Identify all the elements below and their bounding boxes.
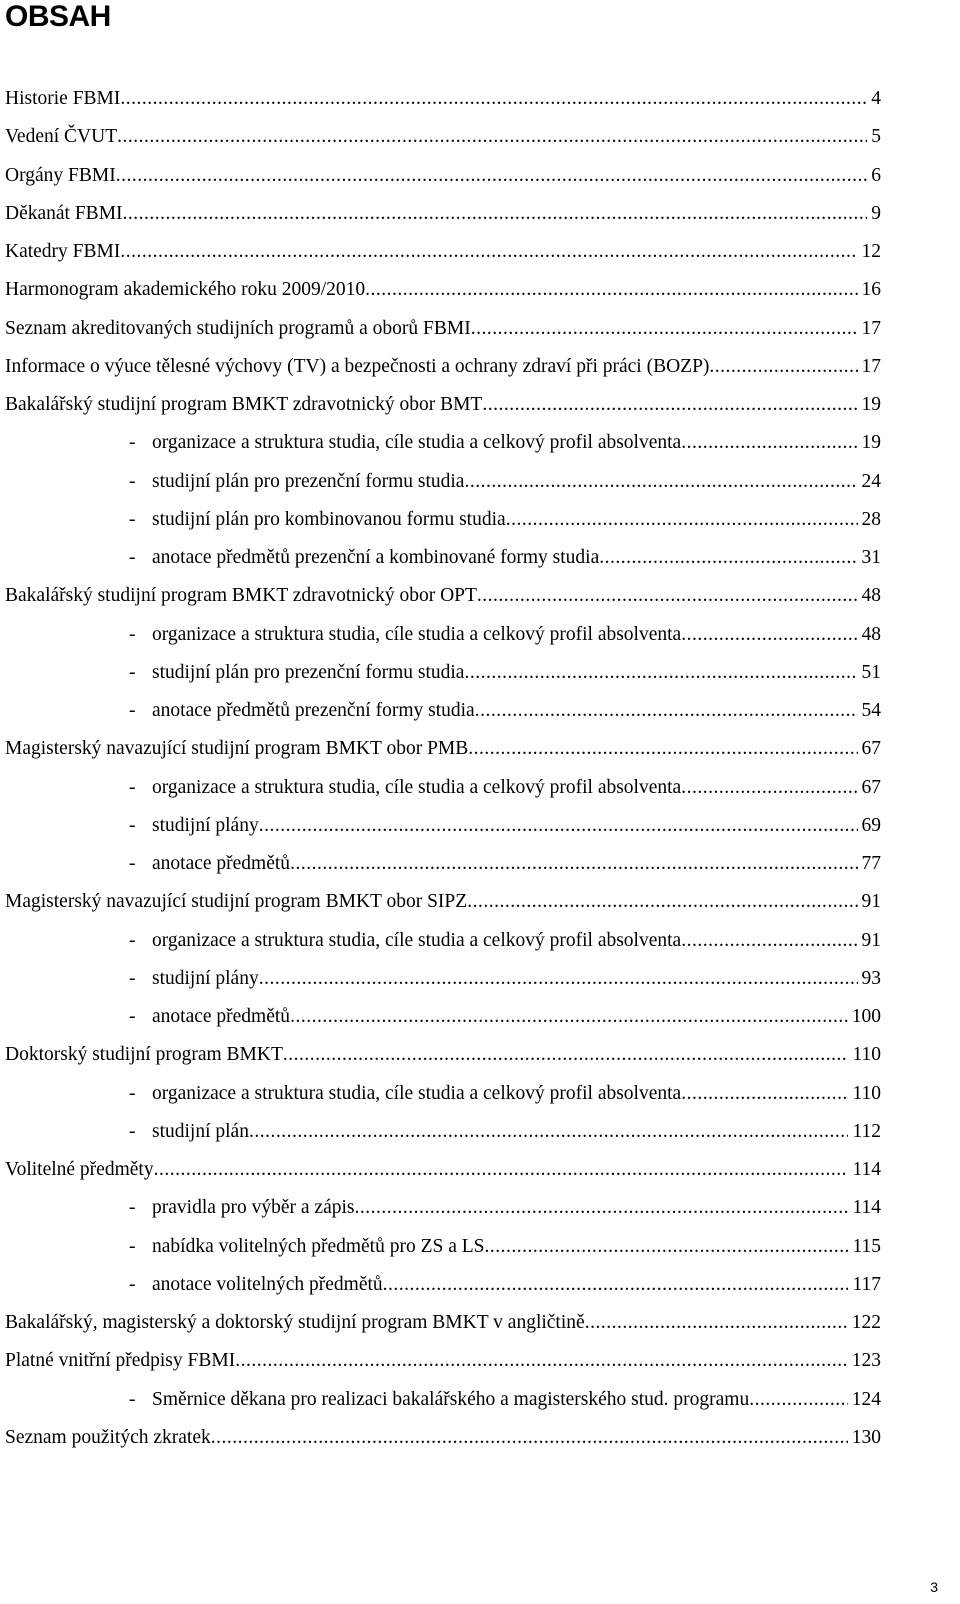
- toc-entry-page: 124: [851, 1388, 881, 1410]
- toc-entry-label: organizace a struktura studia, cíle studia a celkový profil absolventa: [152, 1082, 682, 1104]
- dot-leader: [485, 1228, 849, 1266]
- toc-entry-label: organizace a struktura studia, cíle studia a celkový profil absolventa: [152, 432, 682, 454]
- dot-leader: [120, 233, 857, 271]
- toc-entry-label: Doktorský studijní program BMKT: [5, 1044, 283, 1066]
- dot-leader: [467, 883, 857, 921]
- toc-subentry[interactable]: [5, 845, 881, 883]
- dot-leader: [681, 616, 857, 654]
- toc-entry-label: pravidla pro výběr a zápis: [152, 1197, 355, 1219]
- toc-entry-label: studijní plán pro kombinovanou formu studia: [152, 508, 506, 530]
- toc-entry-page: 31: [861, 547, 881, 568]
- toc-entry-page: 5: [871, 126, 881, 148]
- toc-subentry[interactable]: [5, 1266, 881, 1304]
- toc-subentry[interactable]: [5, 463, 881, 501]
- bullet-dash: -: [129, 547, 136, 568]
- dot-leader: [464, 463, 857, 501]
- toc-subentry[interactable]: [5, 616, 881, 654]
- toc-entry-label: studijní plán: [152, 1120, 249, 1142]
- toc-entry[interactable]: [5, 157, 881, 195]
- toc-entry-label: Magisterský navazující studijní program BMKT obor PMB: [5, 738, 469, 760]
- bullet-dash: -: [129, 1273, 136, 1295]
- toc-subentry[interactable]: [5, 1381, 881, 1419]
- bullet-dash: -: [129, 432, 136, 454]
- toc-entry-page: 114: [852, 1159, 881, 1180]
- toc-subentry[interactable]: [5, 654, 881, 692]
- toc-entry[interactable]: [5, 1036, 881, 1074]
- bullet-dash: -: [129, 1197, 136, 1219]
- toc-entry-label: studijní plány: [152, 967, 259, 989]
- toc-entry-page: 19: [861, 394, 881, 415]
- toc-entry-page: 130: [851, 1426, 881, 1448]
- toc-entry[interactable]: [5, 883, 881, 921]
- toc-subentry[interactable]: [5, 998, 881, 1036]
- toc-entry-label: Seznam akreditovaných studijních programů a oborů FBMI: [5, 317, 471, 339]
- toc-entry-label: Vedení ČVUT: [5, 126, 118, 148]
- dot-leader: [468, 730, 857, 768]
- dot-leader: [235, 1342, 848, 1380]
- dot-leader: [471, 310, 858, 348]
- toc-entry-label: Magisterský navazující studijní program BMKT obor SIPZ: [5, 891, 468, 913]
- dot-leader: [681, 424, 857, 462]
- toc-entry-label: Historie FBMI: [5, 88, 121, 109]
- toc-entry-page: 48: [861, 585, 881, 607]
- toc-entry-page: 112: [852, 1120, 881, 1142]
- dot-leader: [290, 845, 857, 883]
- toc-entry-page: 4: [871, 88, 881, 109]
- toc-entry-label: Bakalářský studijní program BMKT zdravotnický obor OPT: [5, 585, 477, 607]
- toc-entry-page: 9: [871, 202, 881, 224]
- toc-entry-page: 19: [861, 432, 881, 454]
- toc-entry-page: 24: [861, 470, 881, 492]
- bullet-dash: -: [129, 1235, 136, 1257]
- toc-entry[interactable]: [5, 386, 881, 424]
- toc-entry-label: Seznam použitých zkratek: [5, 1426, 211, 1448]
- toc-entry-page: 110: [852, 1082, 881, 1104]
- toc-subentry[interactable]: [5, 960, 881, 998]
- toc-entry-label: Platné vnitřní předpisy FBMI: [5, 1350, 236, 1372]
- toc-entry-page: 117: [852, 1273, 881, 1295]
- toc-subentry[interactable]: [5, 1113, 881, 1151]
- dot-leader: [477, 577, 858, 615]
- dot-leader: [585, 1304, 848, 1342]
- toc-entry-page: 48: [861, 623, 881, 645]
- toc-entry-label: studijní plány: [152, 814, 259, 836]
- toc-entry-label: anotace předmětů: [152, 1006, 291, 1027]
- toc-subentry[interactable]: [5, 922, 881, 960]
- toc-entry-page: 69: [861, 814, 881, 836]
- toc-subentry[interactable]: [5, 692, 881, 730]
- toc-entry-label: anotace předmětů: [152, 853, 291, 874]
- dot-leader: [355, 1189, 849, 1227]
- toc-entry-label: studijní plán pro prezenční formu studia: [152, 661, 465, 683]
- dot-leader: [681, 769, 857, 807]
- toc-entry[interactable]: [5, 80, 881, 118]
- toc-subentry[interactable]: [5, 1189, 881, 1227]
- toc-entry-page: 100: [851, 1006, 881, 1027]
- dot-leader: [506, 501, 858, 539]
- dot-leader: [464, 654, 857, 692]
- toc-entry-page: 17: [861, 317, 881, 339]
- toc-entry-page: 16: [861, 279, 881, 301]
- dot-leader: [599, 539, 857, 577]
- toc-entry-label: Bakalářský, magisterský a doktorský studijní program BMKT v angličtině: [5, 1312, 585, 1333]
- dot-leader: [681, 922, 857, 960]
- toc-entry-label: Orgány FBMI: [5, 164, 116, 186]
- toc-entry-label: nabídka volitelných předmětů pro ZS a LS: [152, 1235, 485, 1257]
- dot-leader: [482, 386, 857, 424]
- toc-entry-label: Katedry FBMI: [5, 241, 121, 262]
- dot-leader: [475, 692, 858, 730]
- toc-entry-label: Harmonogram akademického roku 2009/2010: [5, 279, 366, 301]
- toc-subentry[interactable]: [5, 807, 881, 845]
- bullet-dash: -: [129, 508, 136, 530]
- dot-leader: [383, 1266, 849, 1304]
- toc-entry[interactable]: [5, 1342, 881, 1380]
- toc-entry[interactable]: [5, 1304, 881, 1342]
- toc-entry-label: anotace předmětů prezenční formy studia: [152, 700, 475, 721]
- table-of-contents: [5, 80, 881, 1457]
- toc-entry[interactable]: [5, 233, 881, 271]
- bullet-dash: -: [129, 776, 136, 798]
- toc-entry-label: Volitelné předměty: [5, 1159, 154, 1180]
- bullet-dash: -: [129, 470, 136, 492]
- bullet-dash: -: [129, 1388, 136, 1410]
- bullet-dash: -: [129, 967, 136, 989]
- toc-entry-page: 122: [851, 1312, 881, 1333]
- toc-entry-label: Bakalářský studijní program BMKT zdravotnický obor BMT: [5, 394, 483, 415]
- dot-leader: [259, 960, 858, 998]
- dot-leader: [154, 1151, 849, 1189]
- toc-subentry[interactable]: [5, 769, 881, 807]
- toc-entry[interactable]: [5, 577, 881, 615]
- toc-subentry[interactable]: [5, 1075, 881, 1113]
- toc-entry-page: 110: [852, 1044, 881, 1066]
- bullet-dash: -: [129, 1082, 136, 1104]
- toc-entry-page: 123: [851, 1350, 881, 1372]
- dot-leader: [123, 195, 868, 233]
- toc-subentry[interactable]: [5, 501, 881, 539]
- toc-entry[interactable]: [5, 271, 881, 309]
- bullet-dash: -: [129, 814, 136, 836]
- toc-entry-label: Děkanát FBMI: [5, 202, 123, 224]
- toc-entry-page: 51: [861, 661, 881, 683]
- dot-leader: [290, 998, 848, 1036]
- dot-leader: [211, 1419, 848, 1457]
- toc-entry[interactable]: [5, 310, 881, 348]
- toc-entry-label: anotace předmětů prezenční a kombinované formy studia: [152, 547, 600, 568]
- bullet-dash: -: [129, 1006, 136, 1027]
- page-title: OBSAH: [5, 0, 111, 33]
- toc-entry[interactable]: [5, 118, 881, 156]
- dot-leader: [749, 1381, 848, 1419]
- toc-entry-page: 6: [871, 164, 881, 186]
- toc-entry[interactable]: [5, 1151, 881, 1189]
- toc-entry-label: studijní plán pro prezenční formu studia: [152, 470, 465, 492]
- toc-entry-page: 67: [861, 776, 881, 798]
- dot-leader: [120, 80, 867, 118]
- bullet-dash: -: [129, 853, 136, 874]
- toc-entry-page: 115: [852, 1235, 881, 1257]
- toc-entry-page: 28: [861, 508, 881, 530]
- toc-entry-page: 67: [861, 738, 881, 760]
- dot-leader: [259, 807, 858, 845]
- dot-leader: [283, 1036, 849, 1074]
- dot-leader: [117, 118, 867, 156]
- toc-entry-label: organizace a struktura studia, cíle studia a celkový profil absolventa: [152, 929, 682, 951]
- dot-leader: [709, 348, 857, 386]
- toc-entry[interactable]: [5, 730, 881, 768]
- page-number: 3: [930, 1579, 938, 1595]
- toc-entry-page: 77: [861, 853, 881, 874]
- dot-leader: [249, 1113, 849, 1151]
- bullet-dash: -: [129, 623, 136, 645]
- toc-entry-label: anotace volitelných předmětů: [152, 1273, 383, 1295]
- dot-leader: [365, 271, 857, 309]
- toc-entry[interactable]: [5, 1419, 881, 1457]
- toc-subentry[interactable]: [5, 424, 881, 462]
- toc-entry-page: 12: [861, 241, 881, 262]
- toc-entry-page: 54: [861, 700, 881, 721]
- toc-entry-page: 91: [861, 929, 881, 951]
- toc-entry-label: organizace a struktura studia, cíle studia a celkový profil absolventa: [152, 623, 682, 645]
- bullet-dash: -: [129, 929, 136, 951]
- toc-entry[interactable]: [5, 348, 881, 386]
- dot-leader: [116, 157, 868, 195]
- toc-entry-page: 17: [861, 355, 881, 377]
- bullet-dash: -: [129, 661, 136, 683]
- toc-entry-page: 93: [861, 967, 881, 989]
- dot-leader: [681, 1075, 848, 1113]
- toc-entry-page: 91: [861, 891, 881, 913]
- toc-subentry[interactable]: [5, 539, 881, 577]
- bullet-dash: -: [129, 1120, 136, 1142]
- toc-entry-label: Směrnice děkana pro realizaci bakalářského a magisterského stud. programu: [152, 1388, 750, 1410]
- bullet-dash: -: [129, 700, 136, 721]
- toc-entry-label: organizace a struktura studia, cíle studia a celkový profil absolventa: [152, 776, 682, 798]
- toc-subentry[interactable]: [5, 1228, 881, 1266]
- toc-entry-page: 114: [852, 1197, 881, 1219]
- toc-entry-label: Informace o výuce tělesné výchovy (TV) a bezpečnosti a ochrany zdraví při práci (BOZP): [5, 355, 710, 377]
- toc-entry[interactable]: [5, 195, 881, 233]
